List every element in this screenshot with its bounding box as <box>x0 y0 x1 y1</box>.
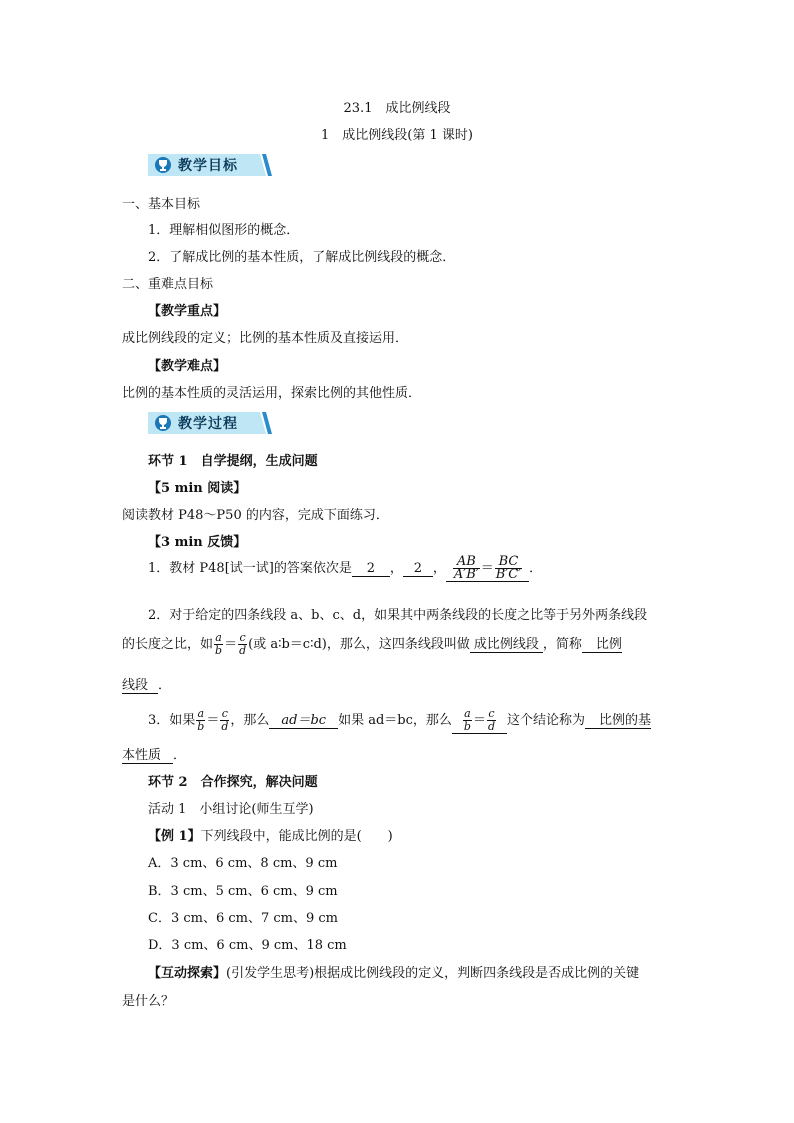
example-1 <box>148 825 393 844</box>
q3-answer-3b: 本性质 <box>122 749 173 764</box>
example-1-text: 下列线段中，能成比例的是( ) <box>200 829 393 844</box>
option-a: A．3 cm、6 cm、8 cm、9 cm <box>148 856 338 871</box>
q3-b: b <box>197 720 205 733</box>
basic-goals-heading: 一、基本目标 <box>122 197 201 212</box>
q1-frac1-denominator: A′B′ <box>453 567 479 582</box>
difficulty-label: 【教学难点】 <box>148 359 227 374</box>
option-d: D．3 cm、6 cm、9 cm、18 cm <box>148 938 347 953</box>
q2-answer-1: 成比例线段 <box>470 638 543 653</box>
q2-d: d <box>239 644 247 657</box>
page-subtitle: 1 成比例线段(第 1 课时) <box>321 128 473 143</box>
feedback-label: 【3 min 反馈】 <box>148 535 247 550</box>
q3-c: c <box>221 707 228 720</box>
difficulty-text: 比例的基本性质的灵活运用，探索比例的其他性质． <box>122 386 422 401</box>
section-banner-goals <box>148 152 272 178</box>
question-2-line-2: 的长度之比，如 $\frac{a}{b}$ ＝ $\frac{c}{d}$ (或 a∶b＝c∶d)，那么，这四条线段叫做 成比例线段 ，简称 比例 <box>122 631 622 657</box>
basic-goal-1: 1．理解相似图形的概念． <box>148 223 300 238</box>
section-banner-process <box>148 410 272 436</box>
q1-frac2-denominator: B′C′ <box>495 567 522 582</box>
question-2-line-1: 2．对于给定的四条线段 a、b、c、d，如果其中两条线段的长度之比等于另外两条线段 <box>148 608 648 623</box>
explore-line-1 <box>148 962 639 981</box>
read-text: 阅读教材 P48～P50 的内容，完成下面练习． <box>122 508 389 523</box>
basic-goal-2: 2．了解成比例的基本性质，了解成比例线段的概念． <box>148 250 456 265</box>
question-2-line-3: 线段 ． <box>122 678 172 693</box>
link-1-heading: 环节 1 自学提纲，生成问题 <box>148 454 318 469</box>
q1-prefix: 1．教材 P48[试一试]的答案依次是 <box>148 561 352 576</box>
explore-line-2: 是什么？ <box>122 994 175 1009</box>
option-b: B．3 cm、5 cm、6 cm、9 cm <box>148 884 338 899</box>
q3-a: a <box>197 707 205 720</box>
focus-label: 【教学重点】 <box>148 304 227 319</box>
q3-ans-a: a <box>464 707 471 720</box>
q1-frac1-numerator: AB <box>453 556 480 569</box>
page-title: 23.1 成比例线段 <box>343 101 451 116</box>
q2-answer-2a: 比例 <box>582 638 622 653</box>
question-3-line-2: 本性质 ． <box>122 748 187 763</box>
question-3-line-1: 3．如果 $\frac{a}{b}$ ＝ $\frac{c}{d}$ ，那么 ad＝bc 如果 ad＝bc，那么 $\frac{a}{b}$ ＝ $\frac{c}{d}$ 这个结论称为 比例的基 <box>148 707 652 733</box>
q3-ans-c: c <box>488 707 495 720</box>
q3-d: d <box>221 720 229 733</box>
explore-label: 【互动探索】 <box>148 966 227 981</box>
q2-prefix: 的长度之比，如 <box>122 637 214 652</box>
q3-answer-3a: 比例的基 <box>585 714 651 729</box>
banner-title: 教学过程 <box>178 416 238 432</box>
q2-abbr: ，简称 <box>542 637 582 652</box>
explore-text: (引发学生思考)根据成比例线段的定义，判断四条线段是否成比例的关键 <box>226 966 640 981</box>
q2-answer-2b: 线段 <box>122 679 158 694</box>
q3-then: ，那么 <box>230 713 270 728</box>
q3-ans-d: d <box>487 720 496 733</box>
q3-answer-2: $\frac{a}{b}$ ＝ $\frac{c}{d}$ <box>452 708 507 734</box>
example-1-label: 【例 1】 <box>148 829 201 844</box>
q1-answer-2: 2 <box>403 562 433 577</box>
question-1: 1．教材 P48[试一试]的答案依次是 2 ， 2 ， $\frac{AB}{A'B'}$ ＝ $\frac{BC}{B'C'}$ ． <box>148 554 543 582</box>
activity-1-heading: 活动 1 小组讨论(师生互学) <box>148 802 314 817</box>
q1-frac2-numerator: BC <box>495 556 522 569</box>
q1-answer-1: 2 <box>352 562 390 577</box>
q3-called: 这个结论称为 <box>507 713 586 728</box>
banner-title: 教学目标 <box>178 158 238 174</box>
q3-answer-1: ad＝bc <box>269 714 338 729</box>
q2-c: c <box>239 631 246 644</box>
focus-text: 成比例线段的定义；比例的基本性质及直接运用． <box>122 331 409 346</box>
link-2-heading: 环节 2 合作探究，解决问题 <box>148 775 318 790</box>
q2-a: a <box>215 631 222 644</box>
q1-answer-3: $\frac{AB}{A'B'}$ ＝ $\frac{BC}{B'C'}$ <box>446 556 529 582</box>
q3-prefix: 3．如果 <box>148 713 196 728</box>
q3-if-2: 如果 ad＝bc，那么 <box>338 713 452 728</box>
q2-b: b <box>215 644 223 657</box>
read-label: 【5 min 阅读】 <box>148 481 247 496</box>
q2-middle: (或 a∶b＝c∶d)，那么，这四条线段叫做 <box>248 637 470 652</box>
option-c: C．3 cm、6 cm、7 cm、9 cm <box>148 911 338 926</box>
q3-ans-b: b <box>463 720 471 733</box>
key-goals-heading: 二、重难点目标 <box>122 277 214 292</box>
